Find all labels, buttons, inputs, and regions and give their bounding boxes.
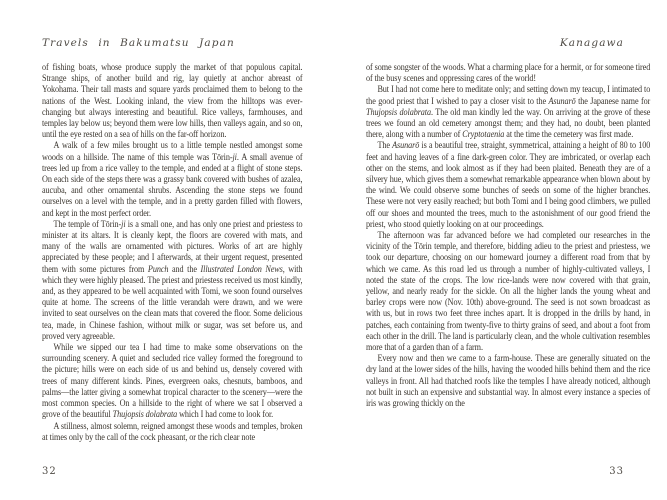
text-run: The temple of Tōrin- xyxy=(53,219,122,230)
text-run: and the xyxy=(168,264,201,275)
page-number-right: 33 xyxy=(609,466,624,477)
text-run: A stillness, almost solemn, reigned amongst these woods and temples, broken at times only by the call of the cock pheasant, or the rich clear note xyxy=(42,421,303,443)
paragraph xyxy=(366,231,650,354)
text-run: of some songster of the woods. What a charming place for a hermit, or for someone tired of the busy scenes and oppressing cares of the world! xyxy=(366,63,651,85)
text-run: . The old man kindly led the way. On arriving at the grove of these trees we found an old cemetery amongst them; and they had, no doubt, been planted there, along with a number of xyxy=(366,107,651,141)
text-run: Every now and then we came to a farm-house. These are generally situated on the dry land at the lower sides of the hills, having the wooded hills behind them and the rice valleys in front. All had thatched roofs like the temples I have already noticed, although not built in such an expensive and substantial way. In almost every instance a species of iris was growing thickly on the xyxy=(366,354,651,410)
text-run: , with which they were highly pleased. The priest and priestess received us most kindly, and, as they appeared to be well acquainted with Tomi, we soon found ourselves quite at home. The screens of the little verandah were drawn, and we were invited to seat ourselves on the clean mats that covered the floor. Some delicious tea, made, in Chinese fashion, without milk or sugar, was set before us, and proved very agreeable. xyxy=(42,264,303,342)
text-run: of fishing boats, whose produce supply the market of that populous capital. Strange ships, of another build and rig, lay quietly at anchor abreast of Yokohama. Their tall masts and square yards proclaimed them to belong to the nations of the West. Looking inland, the view from the hilltops was ever-changing but always interesting and beautiful. Rice valleys, farmhouses, and temples lay below us; beyond them were low hills, then valleys again, and so on, until the eye rested on a sea of hills on the far-off horizon. xyxy=(42,63,303,141)
paragraph xyxy=(42,63,302,141)
text-run: A walk of a few miles brought us to a little temple nestled amongst some woods on a hillside. The name of this temple was Tōrin- xyxy=(42,141,303,163)
italic-text: Asunarō xyxy=(392,141,420,152)
italic-text: ji xyxy=(232,152,237,163)
italic-text: Illustrated London News xyxy=(200,264,283,275)
running-head-left: Travels in Bakumatsu Japan xyxy=(42,37,235,49)
paragraph xyxy=(366,141,650,231)
text-run: The xyxy=(377,141,393,152)
paragraph xyxy=(42,422,302,444)
text-run: is a beautiful tree, straight, symmetrical, attaining a height of 80 to 100 feet and having leaves of a fine dark-green color. They are imbricated, or overlap each other on the stems, and look almost as if they had been plaited. Beneath they are of a silvery hue, which gives them a somewhat remarkable appearance when blown about by the wind. We could observe some bunches of seeds on some of the higher branches. These were not very easily reached; but both Tomi and I being good climbers, we pulled off our shoes and mounted the trees, much to the astonishment of our good friend the priest, who stood quietly looking on at our proceedings. xyxy=(366,141,651,230)
running-head-right: Kanagawa xyxy=(559,37,624,49)
italic-text: Punch xyxy=(147,264,169,275)
italic-text: Cryptotaenia xyxy=(462,130,505,141)
paragraph xyxy=(366,85,650,141)
page-number-left: 32 xyxy=(42,466,57,477)
paragraph xyxy=(42,141,302,219)
right-page-body xyxy=(366,63,650,467)
italic-text: ji xyxy=(121,219,126,230)
paragraph xyxy=(42,220,302,343)
text-run: . A small avenue of trees led up from a rice valley to the temple, and ended at a flight of stone steps. On each side of the steps there was a grassy bank covered with bushes of azalea, aucuba, and other ornamental shrubs. Ascending the stone steps we found ourselves on a level with the temple, and in a pretty garden filled with flowers, and kept in the most perfect order. xyxy=(42,152,303,219)
paragraph xyxy=(366,354,650,410)
italic-text: Asunarō xyxy=(548,96,576,107)
italic-text: Thujopsis dolabrata xyxy=(112,410,178,421)
text-run: is a small one, and has only one priest and priestess to minister at its altars. It is cleanly kept, the floors are covered with mats, and many of the walls are ornamented with pictures. Works of art are highly appreciated by these people; and I afterwards, at their urgent request, presented them with some pictures from xyxy=(42,219,303,275)
text-run: which I had come to look for. xyxy=(177,410,274,421)
text-run: While we sipped our tea I had time to make some observations on the surrounding scenery. A quiet and secluded rice valley formed the foreground to the picture; hills were on each side of us and behind us, densely covered with trees of many different kinds. Pines, evergreen oaks, chesnuts, bamboos, and palms—the latter giving a somewhat tropical character to the scenery—were the most common species. On a hillside to the right of where we sat I observed a grove of the beautiful xyxy=(42,343,303,421)
left-page-body xyxy=(42,63,302,467)
text-run: the Japanese name for xyxy=(575,96,651,107)
paragraph xyxy=(366,63,650,85)
italic-text: Thujopsis dolabrata xyxy=(366,107,431,118)
paragraph xyxy=(42,343,302,421)
text-run: But I had not come here to meditate only; and setting down my teacup, I intimated to the good priest that I wished to pay a closer visit to the xyxy=(366,85,651,107)
text-run: at the time the cemetery was first made. xyxy=(504,130,634,141)
text-run: The afternoon was far advanced before we had completed our researches in the vicinity of the Tōrin temple, and therefore, bidding adieu to the priest and priestess, we took our departure, choosing on our homeward journey a different road from that by which we came. As this road led us through a number of highly-cultivated valleys, I noted the state of the crops. The low rice-lands were now covered with that grain, yellow, and nearly ready for the sickle. On all the higher lands the young wheat and barley crops were now (Nov. 10th) above-ground. The seed is not sown broadcast as with us, but in rows two feet three inches apart. It is dropped in the drills by hand, in patches, each containing from twenty-five to thirty grains of seed, and about a foot from each other in the drill. The land is particularly clean, and the whole cultivation resembles more that of a garden than of a farm. xyxy=(366,231,651,354)
